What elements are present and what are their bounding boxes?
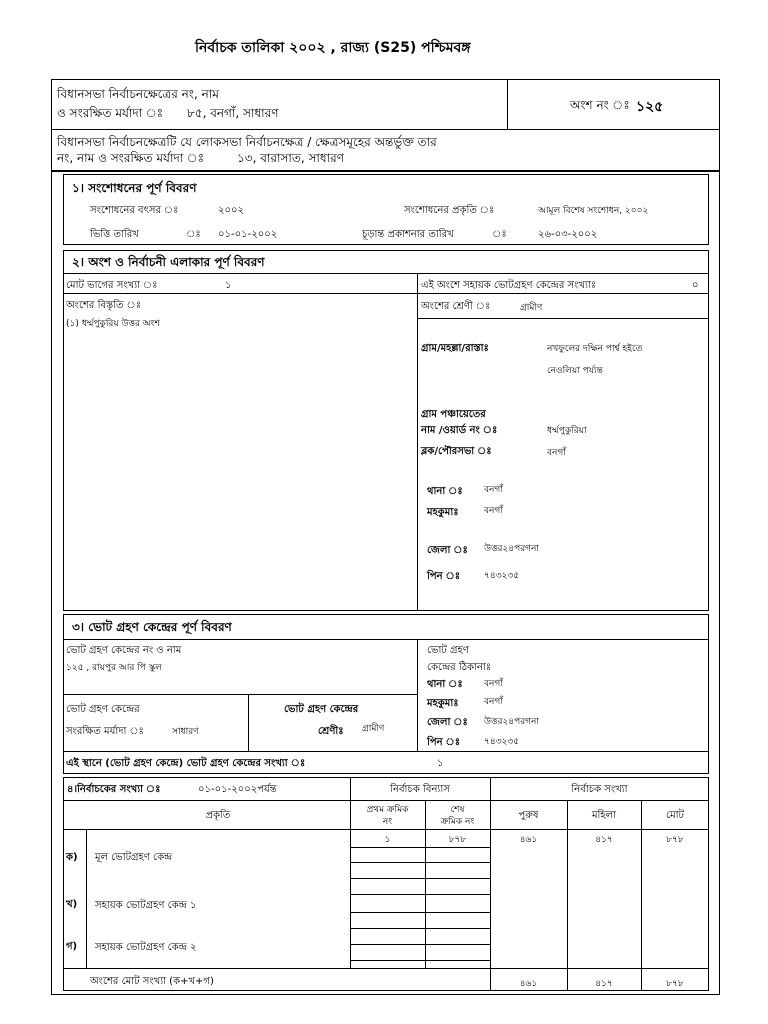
col-first-serial-header-line1: প্রথম ক্রমিক: [366, 805, 409, 815]
ps-pin-value: ৭৪৩২৩৫: [484, 737, 520, 747]
revision-nature-value: আমূল বিশেষ সংশোধন, ২০০২: [538, 206, 649, 216]
ps-address-label-line1: ভোট গ্রহণ: [427, 645, 469, 656]
total-parts-label: মোট ভাগের সংখ্যা ঃ: [66, 280, 158, 291]
area-subdivision-label: মহকুমাঃ: [427, 507, 459, 518]
row-label: সহায়ক ভোটগ্রহণ কেন্দ্র ১: [95, 900, 197, 911]
aux-stations-label: এই অংশে সহায়ক ভোটগ্রহণ কেন্দ্রের সংখ্যাঃ: [421, 280, 597, 291]
area-district-value: উত্তর২৪পরগনা: [484, 544, 540, 554]
revision-year-value: ২০০২: [218, 205, 245, 216]
aux-stations-value: ০: [692, 280, 699, 291]
village-value-line2: নেওলিয়া পর্য্যন্ত: [547, 366, 603, 376]
row-male: ৪৬১: [519, 835, 538, 845]
block-value: বনগাঁ: [547, 448, 566, 458]
polling-station-label: ভোট গ্রহণ কেন্দ্রের নং ও নাম: [66, 645, 182, 656]
area-pin-label: পিন ঃ: [427, 571, 461, 582]
area-subdivision-value: বনগাঁ: [484, 506, 503, 516]
row-female: ৪১৭: [595, 835, 613, 845]
total-parts-value: ১: [225, 280, 232, 291]
ac-label-line2: ও সংরক্ষিত মর্যাদা ঃ: [57, 106, 164, 120]
row-mark: খ): [66, 899, 78, 910]
row-mark: ক): [66, 852, 78, 863]
elector-layout-heading: নির্বাচক বিন্যাস: [390, 784, 450, 795]
row-first-serial: ১: [384, 835, 391, 845]
ps-count-value: ১: [437, 758, 444, 769]
final-publication-value: ২৬-০৩-২০০২: [538, 229, 598, 240]
block-label: ব্লক/পৌরসভা ঃ: [421, 446, 492, 457]
basis-date-label: ভিত্তি তারিখ: [90, 229, 139, 240]
area-thana-value: বনগাঁ: [484, 485, 503, 495]
polling-station-value: ১২৫ , রায়পুর আর পি স্কুল: [66, 663, 162, 673]
part-extent-label: অংশের বিস্তৃতি ঃ: [66, 300, 142, 311]
col-nature-header: প্রকৃতি: [205, 810, 231, 821]
row-mark: গ): [66, 941, 78, 952]
final-publication-sep: ঃ: [492, 229, 507, 240]
ps-district-value: উত্তর২৪পরগনা: [484, 717, 540, 727]
ps-reservation-label-line2: সংরক্ষিত মর্যাদা ঃ: [66, 726, 144, 737]
ac-label-line1: বিধানসভা নির্বাচনক্ষেত্রের নং, নাম: [57, 87, 219, 101]
area-pin-value: ৭৪৩২৩৫: [484, 571, 520, 581]
village-value-line1: নখফুলের দক্ষিন পার্শ্ব হইতে: [547, 344, 643, 354]
area-thana-label: থানা ঃ: [427, 486, 463, 497]
revision-nature-label: সংশোধনের প্রকৃতি ঃ: [404, 205, 495, 216]
part-total-female: ৪১৭: [595, 979, 613, 989]
electors-count-label: ৪।নির্বাচকের সংখ্যা ঃ: [67, 784, 161, 795]
part-category-value: গ্রামীণ: [520, 303, 543, 313]
ps-count-label: এই স্থানে (ভোট গ্রহণ কেন্দ্রে) ভোট গ্রহণ কেন্দ্রের সংখ্যা ঃ: [66, 758, 306, 769]
panchayat-label-line1: গ্রাম পঞ্চায়েতের: [421, 409, 486, 420]
part-total-total: ৮৭৮: [666, 979, 684, 989]
ps-reservation-label-line1: ভোট গ্রহণ কেন্দ্রের: [66, 704, 140, 715]
col-female-header: মহিলা: [591, 810, 617, 821]
part-category-label: অংশের শ্রেণী ঃ: [421, 301, 491, 312]
part-extent-value: (১) ধর্ম্মপুকুরিয় উত্তর অংশ: [66, 319, 160, 329]
col-last-serial-header-line2: ক্রমিক নং: [440, 817, 475, 827]
area-district-label: জেলা ঃ: [427, 545, 468, 556]
part-total-label: অংশের মোট সংখ্যা (ক+খ+গ): [90, 976, 214, 987]
basis-date-value: ০১-০১-২০০২: [218, 229, 278, 240]
pc-value: ১৩, বারাসাত, সাধারণ: [237, 151, 344, 165]
village-label: গ্রাম/মহল্লা/রাস্তাঃ: [421, 343, 489, 354]
ps-address-label-line2: কেন্দ্রের ঠিকানাঃ: [427, 662, 492, 673]
section3-heading: ৩। ভোট গ্রহণ কেন্দ্রের পূর্ণ বিবরণ: [72, 620, 232, 634]
elector-count-heading: নির্বাচক সংখ্যা: [571, 784, 628, 795]
ps-subdivision-value: বনগাঁ: [484, 697, 503, 707]
basis-date-sep: ঃ: [186, 229, 201, 240]
ps-thana-value: বনগাঁ: [484, 679, 503, 689]
ps-thana-label: থানা ঃ: [427, 679, 463, 690]
section2-heading: ২। অংশ ও নির্বাচনী এলাকার পূর্ণ বিবরণ: [72, 255, 265, 269]
ps-reservation-value: সাধারণ: [172, 727, 199, 737]
ps-category-label-line2: শ্রেণীঃ: [318, 726, 344, 737]
row-total: ৮৭৮: [666, 835, 684, 845]
col-first-serial-header-line2: নং: [382, 817, 393, 827]
row-label: মূল ভোটগ্রহণ কেন্দ্র: [95, 852, 173, 863]
revision-year-label: সংশোধনের বৎসর ঃ: [90, 205, 179, 216]
panchayat-label-line2: নাম /ওয়ার্ড নং ঃ: [421, 425, 498, 436]
pc-label-line2: নং, নাম ও সংরক্ষিত মর্যাদা ঃ: [57, 151, 205, 165]
col-last-serial-header-line1: শেষ: [450, 805, 465, 815]
section1-heading: ১। সংশোধনের পূর্ণ বিবরণ: [72, 181, 197, 195]
part-total-male: ৪৬১: [519, 979, 538, 989]
final-publication-label: চূড়ান্ত প্রকাশনার তারিখ: [362, 229, 454, 240]
ac-value: ৮৫, বনগাঁ, সাধারণ: [187, 106, 279, 120]
ps-category-label-line1: ভোট গ্রহণ কেন্দ্রের: [284, 704, 359, 715]
col-total-header: মোট: [666, 810, 684, 821]
part-number-label: অংশ নং ঃ: [570, 98, 630, 112]
part-number-value: ১২৫: [636, 99, 664, 115]
section2-box: [63, 250, 709, 611]
row-last-serial: ৮৭৮: [448, 835, 467, 845]
panchayat-value: ধর্ম্মপুকুরিয়া: [547, 426, 587, 436]
pc-label-line1: বিধানসভা নির্বাচনক্ষেত্রটি যে লোকসভা নির্বাচনক্ষেত্র / ক্ষেত্রসমূহের অন্তর্ভুক্ত তার: [57, 135, 437, 149]
col-male-header: পুরুষ: [518, 810, 539, 821]
ps-district-label: জেলা ঃ: [427, 717, 468, 728]
row-label: সহায়ক ভোটগ্রহণ কেন্দ্র ২: [95, 942, 197, 953]
ps-pin-label: পিন ঃ: [427, 737, 461, 748]
ps-subdivision-label: মহকুমাঃ: [427, 698, 459, 709]
ps-category-value: গ্রামীণ: [362, 724, 385, 734]
electors-count-date: ০১-০১-২০০২পর্যন্ত: [198, 784, 277, 795]
page-title: নির্বাচক তালিকা ২০০২ , রাজ্য (S25) পশ্চিমবঙ্গ: [195, 40, 471, 56]
